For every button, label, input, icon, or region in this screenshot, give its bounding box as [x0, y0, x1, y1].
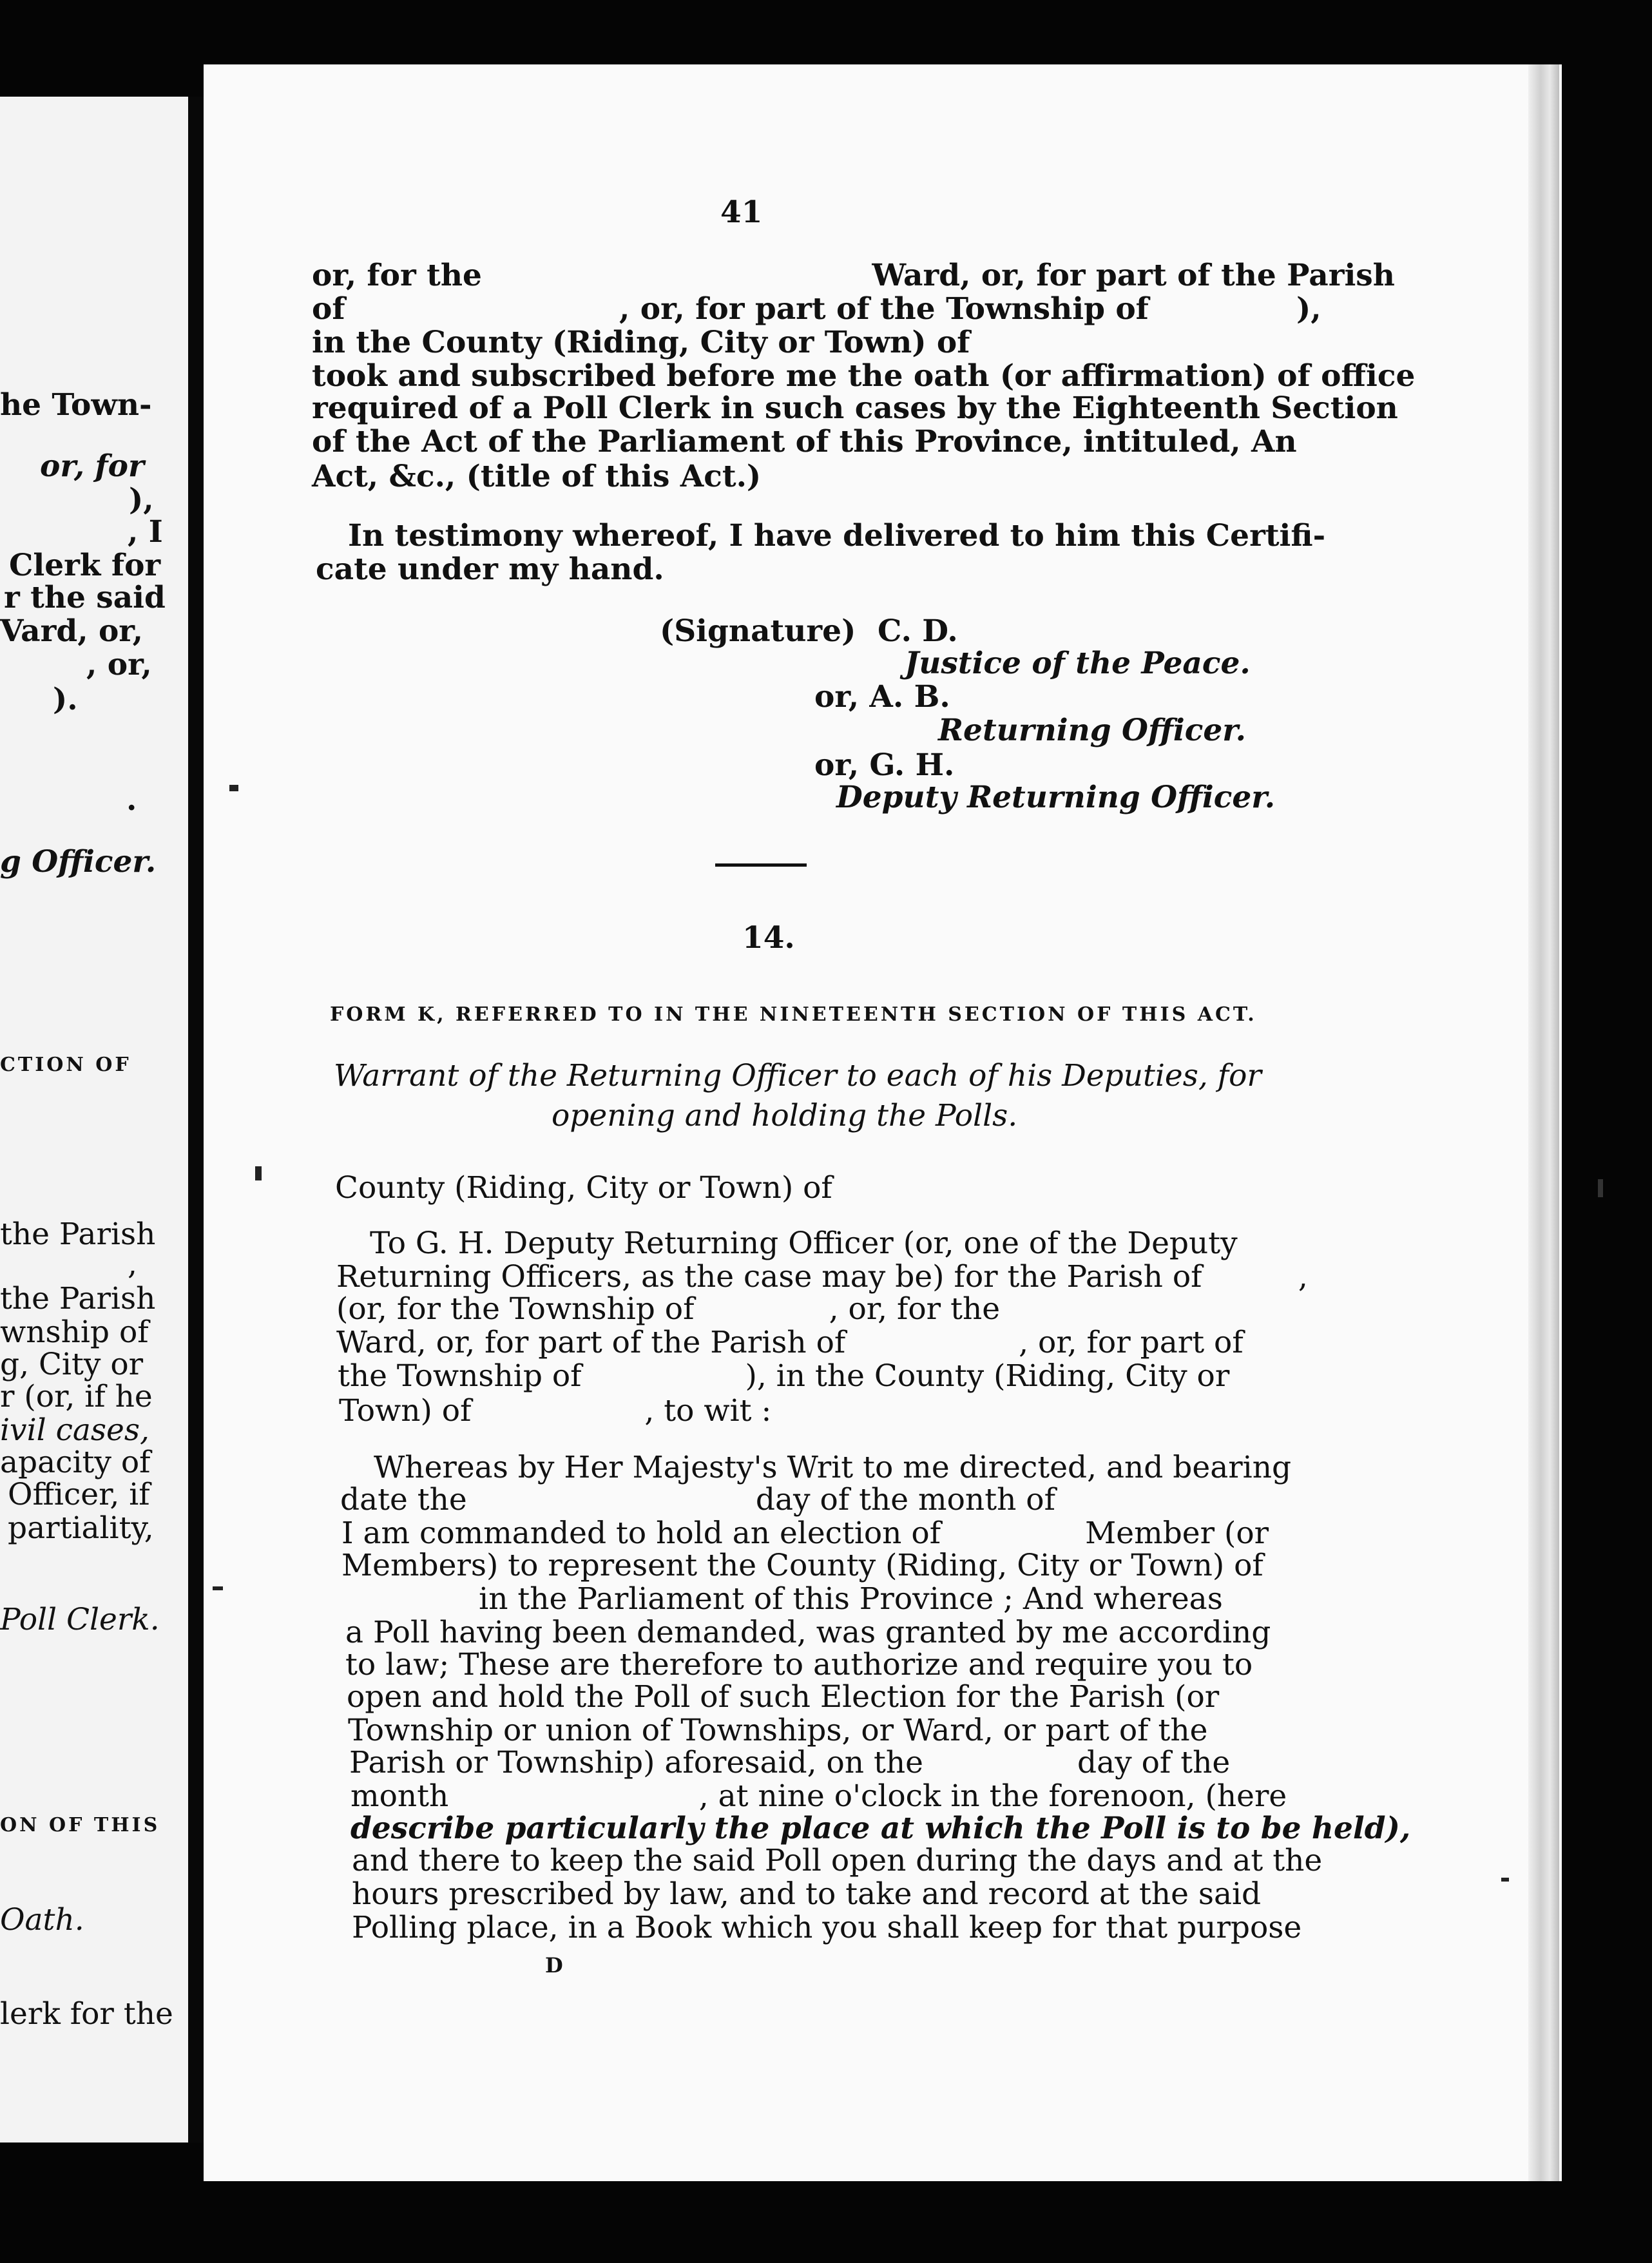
body-line: describe particularly the place at which the Poll is to be held),	[351, 1811, 1411, 1846]
signer-name: or, A. B.	[814, 679, 950, 715]
left-fragment: Clerk for	[9, 548, 161, 583]
form-title: Warrant of the Returning Officer to each of his Deputies, for	[334, 1058, 1262, 1093]
address-line: Town) of , to wit :	[339, 1393, 772, 1429]
scan-speck	[1501, 1878, 1509, 1882]
address-line: To G. H. Deputy Returning Officer (or, one of the Deputy	[370, 1226, 1238, 1261]
body-line: hours prescribed by law, and to take and record at the said	[352, 1876, 1262, 1912]
signer-title: Returning Officer.	[938, 713, 1247, 748]
left-fragment: .	[126, 782, 137, 818]
left-fragment: r (or, if he	[0, 1379, 153, 1414]
section-number: 14.	[742, 920, 795, 956]
left-fragment: partiality,	[8, 1510, 154, 1546]
body-line: Parish or Township) aforesaid, on the day of the	[349, 1745, 1231, 1780]
certificate-line: Act, &c., (title of this Act.)	[312, 459, 762, 494]
scan-speck	[255, 1166, 262, 1180]
address-line: Ward, or, for part of the Parish of , or, for part of	[336, 1325, 1244, 1360]
left-fragment: Vard, or,	[0, 613, 144, 649]
left-fragment: ).	[53, 682, 78, 717]
certificate-line: of the Act of the Parliament of this Province, intituled, An	[312, 424, 1297, 459]
certificate-line: in the County (Riding, City or Town) of	[312, 325, 970, 360]
body-line: in the Parliament of this Province ; And whereas	[344, 1581, 1223, 1617]
page-edge	[1528, 64, 1559, 2181]
left-fragment: g, City or	[0, 1347, 144, 1382]
body-line: date the day of the month of	[340, 1482, 1055, 1517]
address-line: the Township of ), in the County (Riding, City or	[338, 1358, 1230, 1394]
signer-title: Deputy Returning Officer.	[836, 780, 1276, 815]
signature-mark: D	[545, 1953, 563, 1978]
certificate-line: took and subscribed before me the oath (or affirmation) of office	[312, 358, 1416, 394]
body-line: I am commanded to hold an election of Member (or	[341, 1516, 1269, 1551]
form-title: opening and holding the Polls.	[552, 1098, 1018, 1133]
certificate-line: of , or, for part of the Township of ),	[312, 291, 1321, 327]
signer-name: C. D.	[878, 613, 958, 649]
left-fragment: apacity of	[0, 1445, 151, 1480]
left-fragment: ,	[128, 1246, 137, 1282]
scan-speck	[229, 785, 238, 791]
signer-title: Justice of the Peace.	[905, 646, 1251, 681]
left-fragment: ivil cases,	[0, 1412, 149, 1448]
form-heading: FORM K, REFERRED TO IN THE NINETEENTH SECTION OF THIS ACT.	[330, 1003, 1257, 1026]
certificate-line: or, for the Ward, or, for part of the Parish	[312, 258, 1395, 293]
left-fragment: Poll Clerk.	[0, 1602, 160, 1637]
body-line: and there to keep the said Poll open during the days and at the	[352, 1843, 1323, 1878]
left-fragment: ),	[129, 482, 154, 517]
body-line: open and hold the Poll of such Election for the Parish (or	[347, 1679, 1220, 1715]
body-line: Whereas by Her Majesty's Writ to me directed, and bearing	[374, 1450, 1292, 1485]
left-fragment: , I	[128, 514, 163, 550]
address-line: (or, for the Township of , or, for the	[336, 1291, 1001, 1327]
signer-name: or, G. H.	[814, 747, 955, 783]
testimony-line: In testimony whereof, I have delivered to him this Certifi-	[348, 518, 1326, 554]
body-line: to law; These are therefore to authorize and require you to	[345, 1647, 1253, 1682]
section-divider	[715, 863, 807, 867]
body-line: month , at nine o'clock in the forenoon, (here	[351, 1778, 1287, 1814]
left-fragment: lerk for the	[0, 1996, 173, 2032]
left-fragment: Oath.	[0, 1902, 84, 1938]
certificate-line: required of a Poll Clerk in such cases by the Eighteenth Section	[312, 390, 1398, 426]
testimony-line: cate under my hand.	[316, 552, 664, 587]
body-line: a Poll having been demanded, was granted by me according	[345, 1615, 1271, 1650]
left-page	[0, 97, 189, 2143]
body-line: Members) to represent the County (Riding, City or Town) of	[341, 1548, 1263, 1583]
left-fragment: , or,	[86, 647, 152, 682]
book-gutter	[188, 97, 204, 2143]
signature-label: (Signature)	[660, 613, 856, 649]
left-fragment: wnship of	[0, 1314, 149, 1350]
left-fragment: ON OF THIS	[0, 1814, 160, 1836]
scan-speck	[213, 1586, 223, 1590]
left-fragment: Officer, if	[8, 1477, 150, 1512]
body-line: Township or union of Townships, or Ward, or part of the	[348, 1713, 1208, 1748]
left-fragment: the Parish	[0, 1217, 156, 1252]
left-fragment: CTION OF	[0, 1054, 131, 1076]
left-fragment: r the said	[4, 580, 166, 615]
left-fragment: g Officer.	[0, 844, 157, 880]
body-line: Polling place, in a Book which you shall keep for that purpose	[352, 1910, 1302, 1945]
left-fragment: or, for	[40, 448, 144, 484]
address-line: Returning Officers, as the case may be) for the Parish of ,	[336, 1259, 1308, 1295]
scan-speck	[1598, 1179, 1603, 1197]
left-fragment: the Parish	[0, 1281, 156, 1316]
left-fragment: he Town-	[0, 387, 152, 423]
page-number: 41	[720, 195, 763, 230]
county-line: County (Riding, City or Town) of	[335, 1170, 832, 1206]
